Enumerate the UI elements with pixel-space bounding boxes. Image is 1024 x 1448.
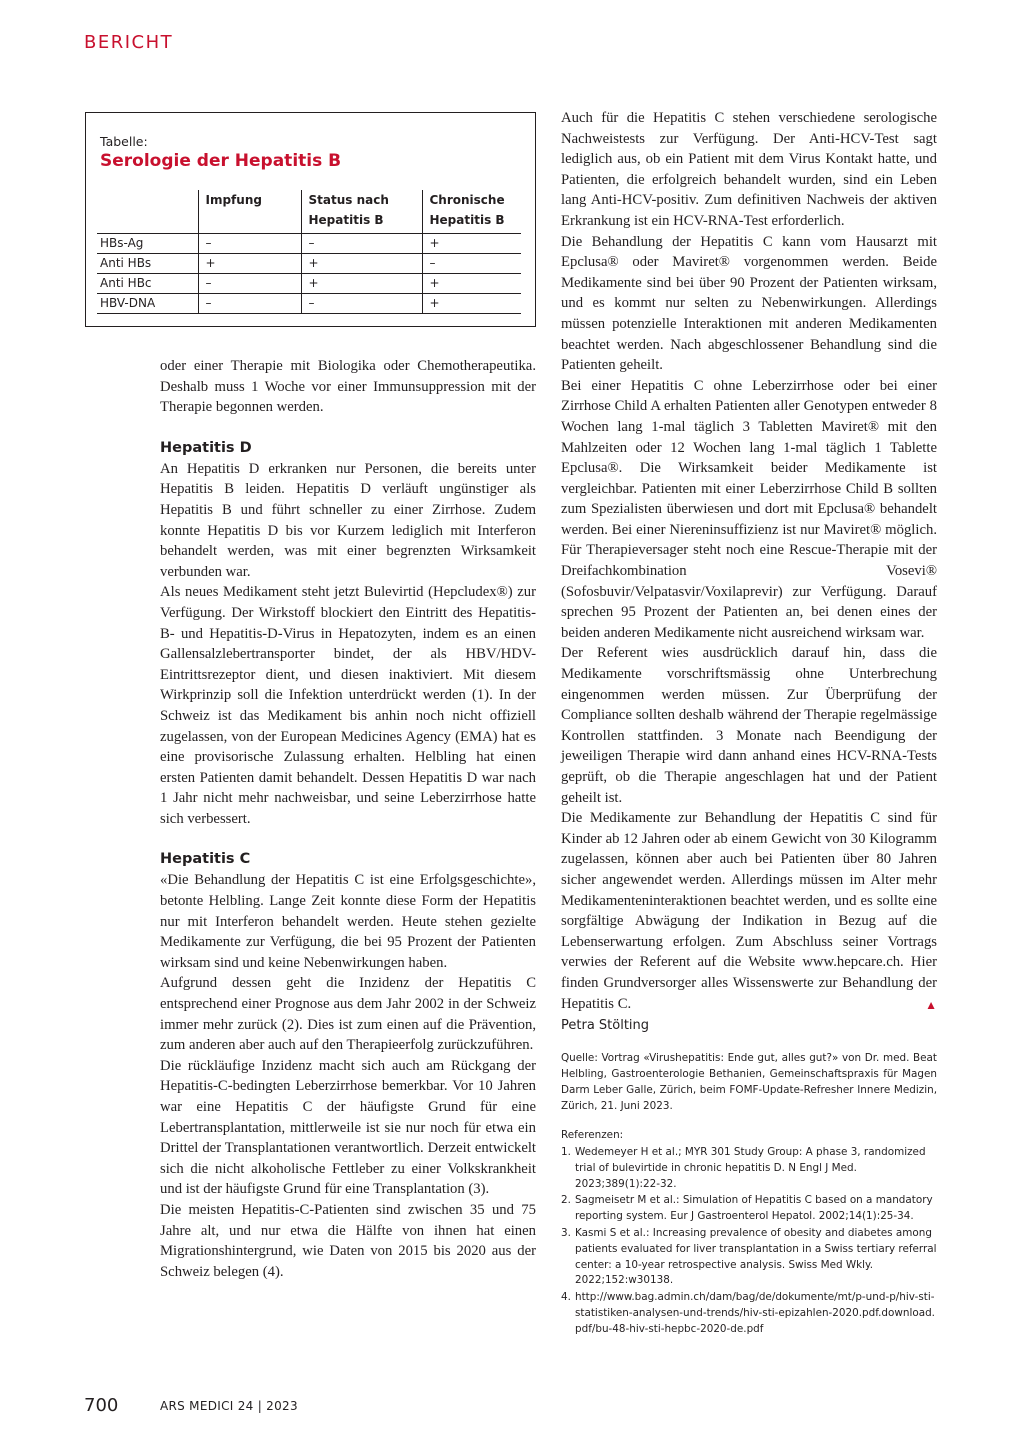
table-cell: – [301, 234, 422, 254]
section-heading-hepatitis-d: Hepatitis D [160, 439, 252, 456]
body-paragraph: Aufgrund dessen geht die Inzidenz der Hepatitis C entsprechend einer Prognose aus dem Jahr 2002 in der Schweiz immer mehr zurück (2). Dies ist zum einen auf die Prävention, zum anderen aber auch auf den Therapieerfolg zurückzuführen. [160, 975, 536, 1054]
body-paragraph: oder einer Therapie mit Biologika oder Chemotherapeutika. Deshalb muss 1 Woche vor einer Immunsuppression mit der Therapie begonnen werden. [160, 358, 536, 416]
reference-item [561, 1193, 937, 1225]
table-header-cell: Chronische Hepatitis B [422, 190, 521, 234]
references-list [561, 1145, 937, 1339]
left-column [160, 356, 536, 1282]
reference-link[interactable]: http://www.bag.admin.ch/dam/bag/de/dokumente/mt/p-und-p/hiv-sti-statistiken-analysen-und-trends/hiv-sti-epizahlen-2020.pdf.download.pdf/bu-48-hiv-sti-hepbc-2020-de.pdf [575, 1291, 935, 1335]
table-header-cell: Status nach Hepatitis B [301, 190, 422, 234]
reference-number: 2. [561, 1194, 571, 1207]
table-header-cell [97, 190, 198, 234]
body-paragraph: Die rückläufige Inzidenz macht sich auch am Rückgang der Hepatitis-C-bedingten Leberzirrhose bemerkbar. Vor 10 Jahren war eine Hepatitis C der häufigste Grund für eine Lebertransplantation, mittlerweile ist sie nur noch für etwa ein Drittel der Transplantationen verantwortlich. Derzeit entwickelt sich die nicht alkoholische Fettleber zu einer Volkskrankheit und ist der häufigste Grund für eine Transplantation (3). [160, 1057, 536, 1198]
table-cell: + [301, 254, 422, 274]
body-paragraph-closing [561, 808, 937, 1014]
table-row [97, 274, 521, 294]
table-cell: + [422, 274, 521, 294]
author-name: Petra Stölting [561, 1018, 650, 1033]
right-column [561, 108, 937, 1015]
body-paragraph: Die meisten Hepatitis-C-Patienten sind zwischen 35 und 75 Jahre alt, und nur etwa die Hälfte von ihnen hat einen Migrationshintergrund, wie Daten von 2015 bis 2020 aus der Schweiz belegen (4). [160, 1201, 536, 1280]
section-heading-hepatitis-c: Hepatitis C [160, 851, 251, 868]
table-row [97, 294, 521, 314]
table-cell: + [198, 254, 301, 274]
table-cell: + [422, 294, 521, 314]
body-paragraph: Bei einer Hepatitis C ohne Leberzirrhose oder bei einer Zirrhose Child A erhalten Patienten aller Genotypen entweder 8 Wochen lang 1-mal täglich 3 Tabletten Maviret® mit den Mahlzeiten oder 12 Wochen lang 1-mal täglich 1 Tablette Epclusa®. Die Wirksamkeit beider Medikamente ist vergleichbar. Patienten mit einer Leberzirrhose Child B sollten zum Spezialisten überwiesen und dort mit Epclusa® behandelt werden. Bei einer Niereninsuffizienz ist nur Maviret® möglich. Für Therapieversager steht noch eine Rescue-Therapie mit der Dreifachkombination Vosevi® (Sofosbuvir/Velpatasvir/Voxilaprevir) zur Verfügung. Darauf sprechen 95 Prozent der Patienten an, bei denen eines der beiden anderen Medikamente nicht ausreichend wirksam war. [561, 377, 937, 641]
body-paragraph: An Hepatitis D erkranken nur Personen, die bereits unter Hepatitis B leiden. Hepatitis D verläuft ungünstiger als Hepatitis B und führt schneller zu einer Zirrhose. Zudem konnte Hepatitis D bis vor Kurzem lediglich mit Interferon behandelt werden, was mit einer begrenzten Wirksamkeit verbunden war. [160, 460, 536, 580]
table-header-row [97, 190, 521, 234]
reference-number: 4. [561, 1291, 571, 1304]
table-cell: + [422, 234, 521, 254]
reference-number: 3. [561, 1226, 571, 1239]
journal-name: ARS MEDICI 24 | 2023 [160, 1399, 298, 1413]
page-number: 700 [84, 1395, 119, 1416]
table-cell: HBs-Ag [97, 234, 198, 254]
reference-item [561, 1290, 937, 1337]
reference-number: 1. [561, 1146, 571, 1158]
reference-item [561, 1145, 937, 1192]
table-caption: Tabelle: [100, 134, 148, 149]
body-paragraph: Als neues Medikament steht jetzt Bulevirtid (Hepcludex®) zur Verfügung. Der Wirkstoff blockiert den Eintritt des Hepatitis-B- und Hepatitis-D-Virus in Hepatozyten, indem es an einen Gallensalzlebertransporter bindet, der als HBV/HDV-Eintrittsrezeptor dient, und diesen inaktiviert. Mit diesem Wirkprinzip soll die Infektion unterdrückt werden (1). In der Schweiz ist das Medikament bis anhin noch nicht offiziell zugelassen, von der European Medicines Agency (EMA) hat es eine provisorische Zulassung erhalten. Helbling hat einen ersten Patienten damit behandelt. Dessen Hepatitis D war nach 1 Jahr nicht mehr nachweisbar, und seine Leberzirrhose hatte sich verbessert. [160, 584, 536, 827]
body-paragraph: Auch für die Hepatitis C stehen verschiedene serologische Nachweistests zur Verfügung. Der Anti-HCV-Test sagt lediglich aus, ob ein Patient mit dem Virus Kontakt hatte, und Patienten, die erfolgreich behandelt wurden, sind ein Leben lang Anti-HCV-positiv. Zum definitiven Nachweis der aktiven Erkrankung ist ein HCV-RNA-Test erforderlich. [561, 110, 937, 229]
source-note: Quelle: Vortrag «Virushepatitis: Ende gut, alles gut?» von Dr. med. Beat Helbling, Gastroenterologie Bethanien, Gemeinschaftspraxis für Magen Darm Leber Galle, Zürich, beim FOMF-Update-Refresher Innere Medizin, Zürich, 21. Juni 2023. [561, 1052, 937, 1112]
table-title: Serologie der Hepatitis B [100, 151, 342, 171]
reference-text: Wedemeyer H et al.; MYR 301 Study Group: A phase 3, randomized trial of bulevirtide in chronic hepatitis D. N Engl J Med. 2023;389(1):22-32. [575, 1146, 926, 1190]
references-label: Referenzen: [561, 1129, 624, 1141]
table-cell: HBV-DNA [97, 294, 198, 314]
reference-text: Sagmeisetr M et al.: Simulation of Hepatitis C based on a mandatory reporting system. Eur J Gastroenterol Hepatol. 2002;14(1):25-34. [575, 1194, 933, 1223]
section-label: BERICHT [84, 32, 174, 53]
body-paragraph: Die Behandlung der Hepatitis C kann vom Hausarzt mit Epclusa® oder Maviret® vorgenommen werden. Beide Medikamente sind bei über 90 Prozent der Patienten wirksam, und es kommt nur selten zu Nebenwirkungen. Allerdings müssen potenzielle Interaktionen mit anderen Medikamenten beachtet werden. Nach abgeschlossener Behandlung sind die Patienten geheilt. [561, 233, 937, 374]
closing-text: Die Medikamente zur Behandlung der Hepatitis C sind für Kinder ab 12 Jahren oder ab einem Gewicht von 30 Kilogramm zugelassen, können aber auch bei Patienten über 80 Jahren sicher angewendet werden. Allerdings müssen im Alter mehr Medikamenteninteraktionen beachtet werden, und es sollte eine sorgfältige Abwägung der Indikation in Bezug auf die Lebenserwartung erfolgen. Zum Abschluss seiner Vortrags verwies der Referent auf die Website www.hepcare.ch. Hier finden Grundversorger alles Wissenswerte zur Behandlung der Hepatitis C. [561, 810, 937, 1012]
table-row [97, 254, 521, 274]
table-cell: + [301, 274, 422, 294]
table-cell: – [422, 254, 521, 274]
reference-item [561, 1226, 937, 1289]
table-cell: Anti HBc [97, 274, 198, 294]
table-cell: – [198, 234, 301, 254]
body-paragraph: Der Referent wies ausdrücklich darauf hin, dass die Medikamente vorschriftsmässig ohne Unterbrechung eingenommen werden müssen. Zur Überprüfung der Compliance sollten deshalb während der Therapie regelmässige Kontrollen stattfinden. 3 Monate nach Beendigung der jeweiligen Therapie wird dann anhand eines HCV-RNA-Tests geprüft, ob die Therapie angeschlagen hat und der Patient geheilt ist. [561, 645, 937, 806]
table-cell: – [301, 294, 422, 314]
table-header-cell: Impfung [198, 190, 301, 234]
body-paragraph: «Die Behandlung der Hepatitis C ist eine Erfolgsgeschichte», betonte Helbling. Lange Zeit konnte diese Form der Hepatitis nur mit Interferon behandelt werden. Heute stehen gezielte Medikamente zur Verfügung, die bei 95 Prozent der Patienten wirksam sind und keine Nebenwirkungen haben. [160, 872, 536, 971]
table-cell: – [198, 294, 301, 314]
reference-text: Kasmi S et al.: Increasing prevalence of obesity and diabetes among patients evaluated for liver transplantation in a Swiss tertiary referral center: a 10-year retrospective analysis. Swiss Med Wkly. 2022;152:w30138. [575, 1226, 937, 1287]
table-cell: – [198, 274, 301, 294]
end-of-article-icon: ▲ [925, 997, 937, 1012]
table-row [97, 234, 521, 254]
table-cell: Anti HBs [97, 254, 198, 274]
serology-table [97, 190, 521, 314]
